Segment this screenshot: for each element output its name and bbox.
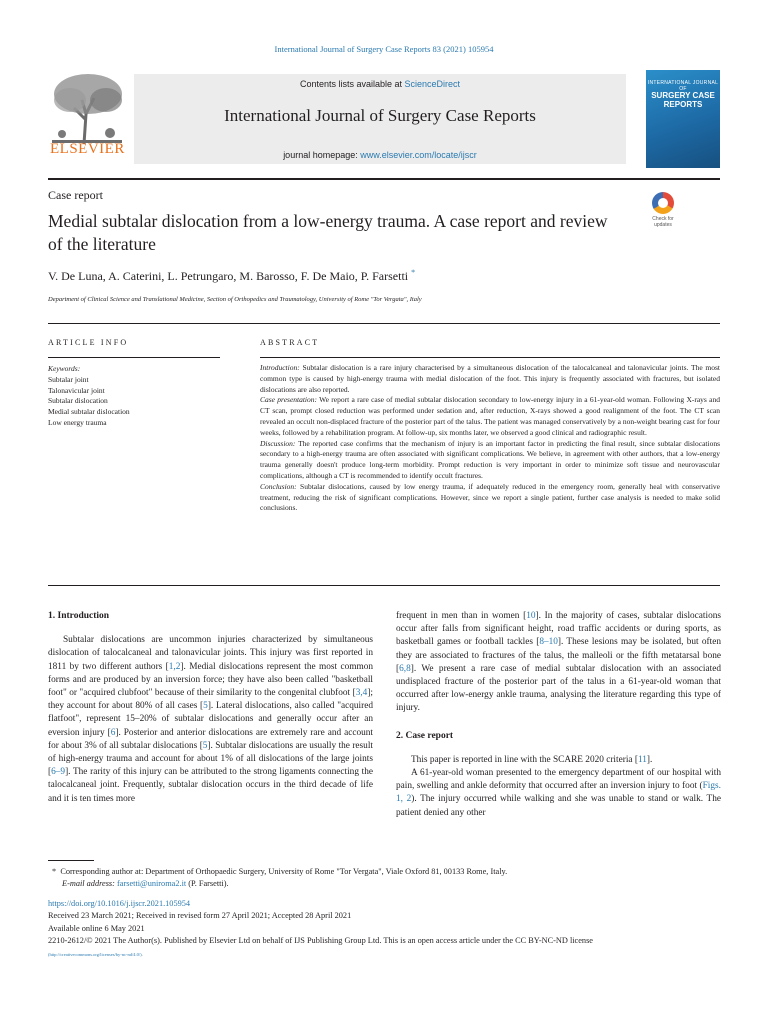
body-column-right bbox=[396, 610, 721, 820]
contents-prefix: Contents lists available at bbox=[299, 79, 405, 89]
corresponding-author-footnote bbox=[52, 866, 712, 890]
license-statement: 2210-2612/© 2021 The Author(s). Published by Elsevier Ltd on behalf of IJS Publishing Group Ltd. This is an open access article under the CC BY-NC-ND license bbox=[48, 936, 593, 946]
crossmark-icon bbox=[652, 192, 674, 214]
journal-homepage-link[interactable]: www.elsevier.com/locate/ijscr bbox=[360, 150, 477, 160]
body-text: Subtalar dislocations are uncommon injuries characterized by simultaneous dislocation of talocalcaneal and talonavicular joints. This injury was first reported in 1811 by two different authors [ bbox=[48, 635, 373, 672]
keyword-item: Subtalar dislocation bbox=[48, 396, 108, 406]
citation-link[interactable]: 3,4 bbox=[355, 688, 368, 699]
info-top-rule bbox=[48, 323, 720, 324]
masthead-divider bbox=[48, 178, 720, 180]
elsevier-wordmark: ELSEVIER bbox=[50, 141, 125, 157]
elsevier-tree-icon bbox=[48, 70, 126, 148]
body-text: ]. Subtalar dislocations are usually the result of high-energy trauma and account for about 1% of all dislocations of the large joints [ bbox=[48, 740, 373, 778]
citation-link[interactable]: 5 bbox=[202, 740, 208, 751]
cover-title: SURGERY CASE REPORTS bbox=[651, 91, 715, 109]
article-title: Medial subtalar dislocation from a low-energy trauma. A case report and review of the literature bbox=[48, 211, 608, 254]
body-text: ]; they account for about 80% of all cases [ bbox=[48, 688, 373, 712]
cover-subtitle: INTERNATIONAL JOURNAL OF bbox=[647, 80, 719, 92]
abstract-bottom-rule bbox=[48, 585, 720, 586]
masthead-band bbox=[134, 74, 626, 164]
abstract-section-text: We report a rare case of medial subtalar dislocation secondary to low-energy injury in a 61-year-old woman. Following X-rays and CT scan, prompt closed reduction was performed under sedation and, after reduction, X-rays showed a good realignment of the foot. The CT scan revealed an occult non-displaced fracture of the posterior part of the talus. The patient was managed conservatively by a non-weight bearing cast for four weeks, followed by a rehabilitation program. At follow-up, six months later, we observed a good clinical and radiographic result. bbox=[260, 395, 720, 437]
citation-link[interactable]: 10 bbox=[526, 611, 536, 621]
abstract-section-label: Case presentation: bbox=[260, 395, 318, 405]
abstract-discussion bbox=[260, 439, 720, 482]
citation-link[interactable]: 11 bbox=[637, 754, 647, 765]
body-text: ]. Lateral dislocations, also called "acquired flatfoot", represent 15–20% of subtalar dislocations and generally occur after an eversion injury [ bbox=[48, 701, 373, 738]
abstract-rule bbox=[260, 357, 720, 358]
case-report-heading: 2. Case report bbox=[396, 730, 454, 741]
body-text: This paper is reported in line with the SCARE 2020 criteria [ bbox=[411, 754, 638, 765]
abstract-section-text: The reported case confirms that the mechanism of injury is an important factor in predicting the final result, since subtalar dislocations secondary to a high-energy trauma are often associated with significant complications. We believe, in agreement with other authors, that a low-energy trauma generally doesn't produce long-term morbidity. Prompt reduction is very important in order to minimize soft tissue and neurovascular complications, although a CT is recommended to identify occult fractures. bbox=[260, 438, 720, 480]
homepage-line bbox=[134, 150, 626, 160]
case-report-paragraph bbox=[396, 767, 721, 820]
introduction-heading: 1. Introduction bbox=[48, 611, 110, 621]
journal-cover-thumbnail[interactable] bbox=[646, 70, 720, 168]
abstract-section-text: Subtalar dislocation is a rare injury characterised by a simultaneous dislocation of the talocalcaneal and talonavicular joints. The most common type is caused by high-energy trauma with medial dislocation of the foot. This injury is frequently associated with fractures, but isolated dislocations are also reported. bbox=[260, 363, 720, 394]
keywords-block bbox=[48, 364, 130, 429]
homepage-prefix: journal homepage: bbox=[283, 150, 361, 160]
body-column-left bbox=[48, 610, 373, 806]
journal-masthead bbox=[48, 70, 720, 174]
citation-link[interactable]: 5 bbox=[203, 701, 208, 712]
keyword-item: Medial subtalar dislocation bbox=[48, 407, 130, 417]
body-text: ]. We present a rare case of medial subtalar dislocation with an associated undisplaced fracture of the posterior part of the talus in a 61-year-old woman that occurred after low-energy ankle trauma, analysing the literature regarding this type of injury. bbox=[396, 663, 721, 714]
case-report-paragraph bbox=[396, 754, 721, 767]
figure-link[interactable]: Figs. 1, 2 bbox=[396, 781, 721, 805]
citation-link[interactable]: 1,2 bbox=[168, 661, 181, 672]
affiliation: Department of Clinical Science and Translational Medicine, Section of Orthopedics and Traumatology, University of Rome "Tor Vergata", Italy bbox=[48, 296, 422, 303]
crossmark-label: Check for updates bbox=[652, 216, 674, 228]
article-info-rule bbox=[48, 357, 220, 358]
abstract-section-label: Discussion: bbox=[260, 438, 296, 448]
body-text: A 61-year-old woman presented to the emergency department of our hospital with pain, swelling and ankle deformity that occurred after an inversion injury to foot ( bbox=[396, 768, 721, 792]
authors-text: V. De Luna, A. Caterini, L. Petrungaro, M. Barosso, F. De Maio, P. Farsetti bbox=[48, 269, 409, 283]
abstract-section-text: Subtalar dislocations, caused by low energy trauma, if adequately reduced in the emergency room, generally heal with conservative treatment, reducing the risk of significant complications. However, since we report a single patient, further case analysis is needed to make solid conclusions. bbox=[260, 481, 720, 513]
license-link[interactable]: (http://creativecommons.org/licenses/by-nc-nd/4.0/). bbox=[48, 951, 143, 957]
citation-link[interactable]: 8–10 bbox=[539, 637, 558, 648]
body-text: frequent in men than in women [ bbox=[396, 611, 527, 621]
sciencedirect-link[interactable]: ScienceDirect bbox=[404, 79, 461, 89]
body-text: ]. The rarity of this injury can be attributed to the strong ligaments connecting the talocalcaneal joint. Frequently, subtalar dislocation occurs in the third decade of life and it is ten times more bbox=[48, 767, 373, 804]
running-journal-reference: International Journal of Surgery Case Reports 83 (2021) 105954 bbox=[274, 44, 494, 54]
received-dates: Received 23 March 2021; Received in revised form 27 April 2021; Accepted 28 April 2021 bbox=[48, 911, 352, 921]
abstract-section-label: Conclusion: bbox=[260, 481, 297, 491]
abstract-heading: ABSTRACT bbox=[260, 338, 320, 347]
keyword-item: Subtalar joint bbox=[48, 374, 89, 384]
email-label: E-mail address: bbox=[62, 879, 115, 888]
citation-link[interactable]: 6–9 bbox=[51, 767, 66, 778]
body-text: ]. Medial dislocations represent the most common forms and are produced by an inversion force; they have also been called "basketball foot" or "acquired clubfoot" because of their similarity to the congenital clubfoot [ bbox=[48, 661, 373, 699]
keyword-item: Talonavicular joint bbox=[48, 385, 105, 395]
contents-line bbox=[134, 79, 626, 89]
corresponding-author-mark[interactable]: * bbox=[411, 268, 416, 277]
keywords-label: Keywords: bbox=[48, 364, 81, 373]
body-text: ]. Posterior and anterior dislocations are extremely rare and account for about 3% of all subtalar dislocations [ bbox=[48, 727, 373, 751]
abstract-case-presentation bbox=[260, 395, 720, 438]
citation-link[interactable]: 6 bbox=[110, 727, 116, 738]
footnote-rule bbox=[48, 860, 94, 861]
footnote-email-line bbox=[52, 878, 712, 890]
introduction-continuation bbox=[396, 610, 721, 716]
check-for-updates-badge[interactable] bbox=[648, 192, 678, 232]
citation-link[interactable]: 6,8 bbox=[399, 663, 411, 674]
abstract-section-label: Introduction: bbox=[260, 363, 300, 372]
body-text: ]. bbox=[646, 754, 653, 765]
footnote-mark: * bbox=[52, 867, 57, 876]
introduction-paragraph bbox=[48, 634, 373, 806]
abstract-body bbox=[260, 363, 720, 514]
email-link[interactable]: farsetti@uniroma2.it bbox=[117, 879, 187, 888]
article-footer bbox=[48, 898, 720, 961]
abstract-conclusion bbox=[260, 482, 720, 514]
article-type: Case report bbox=[48, 188, 103, 202]
email-owner: (P. Farsetti). bbox=[188, 879, 229, 888]
available-online-date: Available online 6 May 2021 bbox=[48, 923, 145, 933]
doi-link[interactable]: https://doi.org/10.1016/j.ijscr.2021.105954 bbox=[48, 899, 191, 908]
body-text: ). The injury occurred while walking and she was unable to stand or walk. The patient denied any other bbox=[396, 794, 721, 818]
author-list bbox=[48, 268, 415, 284]
keyword-item: Low energy trauma bbox=[48, 417, 107, 427]
body-text: ]. In the majority of cases, subtalar dislocations occur after falls from significant height, road traffic accidents or during sports, as basketball games or football tackles [ bbox=[396, 611, 722, 648]
abstract-introduction bbox=[260, 363, 720, 395]
journal-title: International Journal of Surgery Case Reports bbox=[224, 106, 536, 125]
footnote-text: Corresponding author at: Department of Orthopaedic Surgery, University of Rome "Tor Vergata", Viale Oxford 81, 00133 Rome, Italy. bbox=[60, 867, 508, 876]
footnote-address bbox=[52, 866, 712, 878]
article-info-heading: ARTICLE INFO bbox=[48, 338, 129, 347]
elsevier-logo[interactable] bbox=[48, 70, 126, 166]
body-text: ]. These lesions may be isolated, but often they are associated to fractures of the talus, the malleoli or the fifth metatarsal bone [ bbox=[396, 637, 721, 674]
